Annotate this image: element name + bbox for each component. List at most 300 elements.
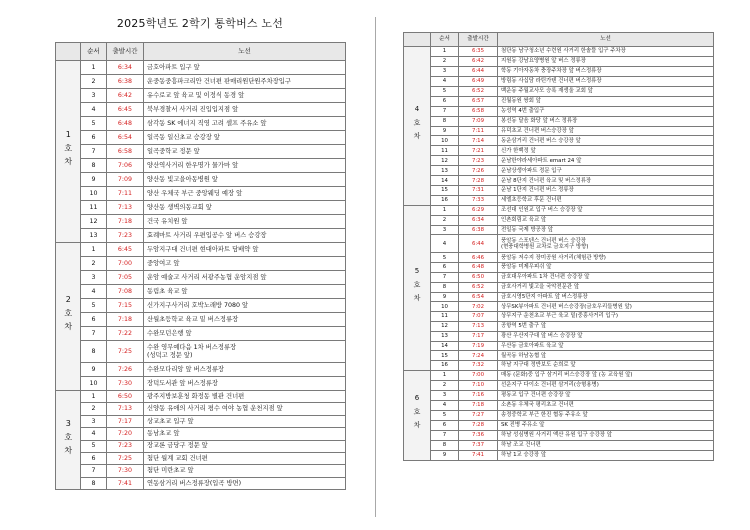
stop-order: 7 xyxy=(431,106,459,116)
stop-route: 첨단 월계 교회 건너편 xyxy=(144,452,346,464)
departure-time: 7:09 xyxy=(107,173,144,187)
stop-row xyxy=(56,103,346,117)
stop-row xyxy=(56,403,346,415)
stop-row xyxy=(56,428,346,440)
stop-row xyxy=(404,450,714,460)
stop-row xyxy=(404,253,714,263)
departure-time: 6:54 xyxy=(107,131,144,145)
bus-group-cell xyxy=(56,391,81,490)
stop-order: 2 xyxy=(81,257,107,271)
left-route-table-container xyxy=(55,42,345,490)
stop-route: 지원동 강남요양병원 앞 버스 정류장 xyxy=(498,56,714,66)
stop-row xyxy=(56,257,346,271)
table-header xyxy=(56,43,346,61)
departure-time: 6:35 xyxy=(459,47,498,57)
stop-row xyxy=(56,173,346,187)
stop-route: 풍암동 저수지 장미공원 사거리(체험관 방향) xyxy=(498,253,714,263)
stop-route: 동운삼거리 건너편 버스 승강장 앞 xyxy=(498,136,714,146)
departure-time: 7:18 xyxy=(107,215,144,229)
stop-route: 평동교 입구 건너편 승강장 앞 xyxy=(498,390,714,400)
stop-row xyxy=(56,131,346,145)
departure-time: 6:52 xyxy=(459,282,498,292)
departure-time: 6:48 xyxy=(107,117,144,131)
stop-order: 13 xyxy=(431,166,459,176)
bus-group-label: 2호차 xyxy=(63,295,73,336)
departure-time: 7:25 xyxy=(107,341,144,363)
stop-row xyxy=(404,312,714,322)
stop-route: 두암지구대 건너편 현대아파트 담배약 앞 xyxy=(144,243,346,257)
stop-row xyxy=(56,465,346,477)
departure-time: 7:00 xyxy=(107,257,144,271)
stop-route: 풍암동 미제우피쉬 앞 xyxy=(498,263,714,273)
stop-route: 장덕도서관 앞 버스정류장 xyxy=(144,377,346,391)
stop-route: 하남 1교 승강장 앞 xyxy=(498,450,714,460)
stop-order: 1 xyxy=(431,370,459,380)
stop-route: 금호대우아파트 1차 건너편 승강장 앞 xyxy=(498,272,714,282)
departure-time: 7:21 xyxy=(459,146,498,156)
stop-row xyxy=(404,96,714,106)
bus-group-cell xyxy=(404,47,431,206)
departure-time: 7:17 xyxy=(459,331,498,341)
departure-time: 6:42 xyxy=(459,56,498,66)
stop-order: 3 xyxy=(81,271,107,285)
stop-row xyxy=(56,145,346,159)
departure-time: 6:49 xyxy=(459,76,498,86)
departure-time: 7:25 xyxy=(107,452,144,464)
stop-route: 금호사거리 빛고을 국악전문관 앞 xyxy=(498,282,714,292)
stop-order: 11 xyxy=(81,201,107,215)
bus-group xyxy=(56,243,346,391)
departure-time: 6:34 xyxy=(107,61,144,75)
departure-time: 7:28 xyxy=(459,176,498,186)
stop-order: 4 xyxy=(431,76,459,86)
stop-route: 양산동 생벽의동교회 앞 xyxy=(144,201,346,215)
stop-order: 12 xyxy=(431,156,459,166)
departure-time: 7:23 xyxy=(107,440,144,452)
stop-order: 3 xyxy=(81,89,107,103)
stop-route: 우산동 금호아파트 육교 앞 xyxy=(498,341,714,351)
header-order: 순서 xyxy=(81,43,107,61)
stop-order: 7 xyxy=(431,430,459,440)
stop-order: 10 xyxy=(81,377,107,391)
departure-time: 7:05 xyxy=(107,271,144,285)
stop-route: 월곡동 하남농협 앞 xyxy=(498,351,714,361)
stop-row xyxy=(404,235,714,253)
stop-route: 산월초등학교 육교 밑 버스정류장 xyxy=(144,313,346,327)
stop-order: 7 xyxy=(81,465,107,477)
departure-time: 6:52 xyxy=(459,86,498,96)
departure-time: 6:44 xyxy=(459,235,498,253)
departure-time: 6:38 xyxy=(107,75,144,89)
stop-route: 동림초 육교 앞 xyxy=(144,285,346,299)
stop-route: 신가 한백정 앞 xyxy=(498,146,714,156)
stop-route: 운남 8단지 건너편 육교 및 버스정류장 xyxy=(498,176,714,186)
stop-row xyxy=(404,206,714,216)
header-departure-time: 출발시간 xyxy=(459,33,498,47)
stop-row xyxy=(404,47,714,57)
stop-route: 학동 기아자동차 충장주차장 앞 버스정류장 xyxy=(498,66,714,76)
departure-time: 6:34 xyxy=(459,215,498,225)
departure-time: 7:41 xyxy=(107,477,144,489)
stop-order: 5 xyxy=(431,410,459,420)
departure-time: 7:30 xyxy=(107,465,144,477)
stop-row xyxy=(56,452,346,464)
stop-route: 운중동중흥파크리안 건너편 판매리원단원주차장입구 xyxy=(144,75,346,89)
departure-time: 7:18 xyxy=(459,400,498,410)
right-table-bus-route-table xyxy=(403,32,714,461)
stop-order: 9 xyxy=(81,173,107,187)
stop-route: 매동 (문화)중 입구 삼거리 버스승강장 앞 (농 교육원 앞) xyxy=(498,370,714,380)
departure-time: 7:37 xyxy=(459,440,498,450)
stop-row xyxy=(404,166,714,176)
stop-order: 2 xyxy=(431,215,459,225)
departure-time: 7:09 xyxy=(459,116,498,126)
stop-route: 유덕초교 건너편 버스승강장 앞 xyxy=(498,126,714,136)
stop-row xyxy=(404,116,714,126)
header-order: 순서 xyxy=(431,33,459,47)
stop-route: 방림동 사십담 라틴가텐 건너편 버스정류장 xyxy=(498,76,714,86)
stop-row xyxy=(56,215,346,229)
departure-time: 7:28 xyxy=(459,420,498,430)
stop-row xyxy=(56,440,346,452)
stop-route: 연동삼거리 버스정류장(입곡 방면) xyxy=(144,477,346,489)
stop-order: 10 xyxy=(81,187,107,201)
stop-row xyxy=(404,136,714,146)
stop-order: 2 xyxy=(431,380,459,390)
stop-route: 신가지구사거리 호박노래방 7080 앞 xyxy=(144,299,346,313)
stop-row xyxy=(404,430,714,440)
departure-time: 7:13 xyxy=(107,403,144,415)
stop-route: 하남 조교 건너편 xyxy=(498,440,714,450)
stop-row xyxy=(56,327,346,341)
bus-group-cell xyxy=(56,61,81,243)
departure-time: 7:26 xyxy=(459,166,498,176)
departure-time: 7:18 xyxy=(107,313,144,327)
stop-route: 조선대 인원교 입구 버스 승강장 앞 xyxy=(498,206,714,216)
stop-order: 15 xyxy=(431,186,459,196)
stop-order: 7 xyxy=(81,327,107,341)
stop-route: 효례마트 사거리 우편입공수 앞 버스 승강장 xyxy=(144,229,346,243)
header-route: 노선 xyxy=(498,33,714,47)
stop-row xyxy=(404,380,714,390)
stop-row xyxy=(56,229,346,243)
left-table-bus-route-table xyxy=(55,42,346,490)
stop-row xyxy=(404,341,714,351)
stop-route: 운남 1단지 건너편 버스 정류장 xyxy=(498,186,714,196)
stop-order: 16 xyxy=(431,361,459,371)
departure-time: 7:23 xyxy=(107,229,144,243)
stop-row xyxy=(56,89,346,103)
departure-time: 6:38 xyxy=(459,225,498,235)
stop-order: 15 xyxy=(431,351,459,361)
stop-row xyxy=(404,56,714,66)
stop-order: 12 xyxy=(431,321,459,331)
right-route-table-container xyxy=(403,32,713,461)
header-row xyxy=(404,33,714,47)
stop-row xyxy=(404,176,714,186)
stop-order: 1 xyxy=(81,243,107,257)
stop-order: 11 xyxy=(431,312,459,322)
stop-row xyxy=(56,415,346,427)
stop-row xyxy=(56,187,346,201)
stop-route: 첨단 미란초교 앞 xyxy=(144,465,346,477)
departure-time: 7:06 xyxy=(107,159,144,173)
stop-row xyxy=(404,126,714,136)
stop-route: 장교론 금당구 정문 앞 xyxy=(144,440,346,452)
stop-route: 봉선동 달음 화당 앞 버스 정류장 xyxy=(498,116,714,126)
stop-order: 16 xyxy=(431,196,459,206)
departure-time: 7:36 xyxy=(459,430,498,440)
departure-time: 6:46 xyxy=(459,253,498,263)
stop-order: 6 xyxy=(81,452,107,464)
departure-time: 6:58 xyxy=(107,145,144,159)
departure-time: 7:24 xyxy=(459,351,498,361)
stop-row xyxy=(56,285,346,299)
departure-time: 6:42 xyxy=(107,89,144,103)
stop-row xyxy=(404,215,714,225)
stop-row xyxy=(56,75,346,89)
stop-row xyxy=(404,272,714,282)
departure-time: 7:17 xyxy=(107,415,144,427)
stop-order: 9 xyxy=(431,126,459,136)
stop-route: 양산동 빛고을아동병원 앞 xyxy=(144,173,346,187)
stop-row xyxy=(56,271,346,285)
page-divider xyxy=(375,17,376,517)
stop-route: 삼각동 SK 에너지 직영 고려 셀프 주유소 앞 xyxy=(144,117,346,131)
stop-order: 6 xyxy=(431,420,459,430)
stop-route: 수완모다리앙 앞 버스정류장 xyxy=(144,363,346,377)
header-route: 노선 xyxy=(144,43,346,61)
stop-order: 4 xyxy=(431,235,459,253)
stop-order: 12 xyxy=(81,215,107,229)
stop-order: 8 xyxy=(431,440,459,450)
stop-row xyxy=(404,86,714,96)
stop-row xyxy=(404,106,714,116)
table-header xyxy=(404,33,714,47)
departure-time: 7:32 xyxy=(459,361,498,371)
bus-group xyxy=(404,370,714,460)
stop-row xyxy=(56,477,346,489)
stop-order: 3 xyxy=(431,225,459,235)
header-group-blank xyxy=(56,43,81,61)
stop-route: 운암 예술고 사거리 서광주농협 운암지점 앞 xyxy=(144,271,346,285)
stop-row xyxy=(56,377,346,391)
stop-route: 공항역 5번 출구 앞 xyxy=(498,321,714,331)
stop-route: 양산 우체국 부근 중앙웨딩 예장 앞 xyxy=(144,187,346,201)
stop-route: 농성역 4번 출입구 xyxy=(498,106,714,116)
departure-time: 7:27 xyxy=(459,410,498,420)
stop-order: 9 xyxy=(431,292,459,302)
page-title: 2025학년도 2학기 통학버스 노선 xyxy=(116,17,284,30)
bus-group-label: 6호차 xyxy=(413,394,422,435)
departure-time: 7:16 xyxy=(459,390,498,400)
stop-order: 11 xyxy=(431,146,459,156)
stop-order: 9 xyxy=(431,450,459,460)
stop-row xyxy=(56,61,346,75)
bus-group-label: 5호차 xyxy=(413,266,422,307)
departure-time: 6:29 xyxy=(459,206,498,216)
header-departure-time: 출발시간 xyxy=(107,43,144,61)
departure-time: 7:02 xyxy=(459,302,498,312)
stop-row xyxy=(404,156,714,166)
departure-time: 6:54 xyxy=(459,292,498,302)
stop-order: 13 xyxy=(431,331,459,341)
stop-route: 인촌회림교 육교 앞 xyxy=(498,215,714,225)
stop-row xyxy=(56,313,346,327)
bus-group-label: 3호차 xyxy=(63,418,73,459)
stop-order: 3 xyxy=(431,390,459,400)
stop-route: 양산역사거리 한우명가 물가마 앞 xyxy=(144,159,346,173)
stop-row xyxy=(404,146,714,156)
departure-time: 6:57 xyxy=(459,96,498,106)
stop-row xyxy=(404,410,714,420)
stop-order: 7 xyxy=(81,145,107,159)
stop-order: 1 xyxy=(431,206,459,216)
stop-row xyxy=(404,225,714,235)
stop-route: 수완 영무예다음 1차 버스정류장 (성덕고 정문 앞) xyxy=(144,341,346,363)
departure-time: 7:31 xyxy=(459,186,498,196)
stop-row xyxy=(404,66,714,76)
stop-route: 전일동 국제 방공장 앞 xyxy=(498,225,714,235)
stop-row xyxy=(404,400,714,410)
stop-route: 광주지방보훈청 화정동 별관 건너편 xyxy=(144,391,346,403)
departure-time: 7:26 xyxy=(107,363,144,377)
departure-time: 7:30 xyxy=(107,377,144,391)
stop-order: 8 xyxy=(81,159,107,173)
stop-row xyxy=(404,420,714,430)
stop-row xyxy=(56,159,346,173)
stop-row xyxy=(404,196,714,206)
stop-order: 6 xyxy=(431,96,459,106)
departure-time: 6:48 xyxy=(459,263,498,273)
stop-order: 1 xyxy=(81,61,107,75)
stop-route: 첨단동 남구청소년 수련원 사거리 한솔뜰 입구 주차장 xyxy=(498,47,714,57)
stop-row xyxy=(404,302,714,312)
stop-route: 일곡중학교 정문 앞 xyxy=(144,145,346,159)
departure-time: 7:14 xyxy=(459,136,498,146)
bus-group xyxy=(56,61,346,243)
stop-order: 14 xyxy=(431,341,459,351)
departure-time: 6:50 xyxy=(459,272,498,282)
stop-row xyxy=(404,282,714,292)
departure-time: 7:08 xyxy=(107,285,144,299)
stop-order: 13 xyxy=(81,229,107,243)
stop-order: 4 xyxy=(81,103,107,117)
stop-order: 2 xyxy=(81,75,107,89)
stop-route: 하남 성심병원 사거리 액산 유원 입구 승강장 앞 xyxy=(498,430,714,440)
stop-route: 소촌동 우체국 평리초교 건너편 xyxy=(498,400,714,410)
stop-route: 백운동 주월교사모 승록 재생울 교회 앞 xyxy=(498,86,714,96)
departure-time: 7:22 xyxy=(107,327,144,341)
stop-order: 6 xyxy=(431,263,459,273)
stop-route: SK 진병 주유소 앞 xyxy=(498,420,714,430)
departure-time: 7:41 xyxy=(459,450,498,460)
stop-order: 5 xyxy=(81,117,107,131)
stop-row xyxy=(404,331,714,341)
departure-time: 7:11 xyxy=(107,187,144,201)
stop-route: 세엘초등학교 후문 건너편 xyxy=(498,196,714,206)
stop-order: 1 xyxy=(431,47,459,57)
stop-order: 4 xyxy=(81,285,107,299)
stop-row xyxy=(404,440,714,450)
departure-time: 7:11 xyxy=(459,126,498,136)
stop-order: 5 xyxy=(81,299,107,313)
stop-row xyxy=(404,351,714,361)
stop-row xyxy=(56,117,346,131)
stop-row xyxy=(404,186,714,196)
stop-route: 건국 유치원 앞 xyxy=(144,215,346,229)
stop-route: 동남초교 앞 xyxy=(144,428,346,440)
stop-route: 운남한야라세아파트 emart 24 앞 xyxy=(498,156,714,166)
bus-group xyxy=(404,47,714,206)
stop-route: 송정중학교 부근 한진 협동 주유소 앞 xyxy=(498,410,714,420)
stop-route: 선운지구 다이소 건너편 삼거리(승형용병) xyxy=(498,380,714,390)
stop-route: 유수로교 앞 육교 및 이정식 동경 앞 xyxy=(144,89,346,103)
stop-order: 8 xyxy=(431,116,459,126)
stop-order: 6 xyxy=(81,313,107,327)
departure-time: 6:44 xyxy=(459,66,498,76)
stop-order: 2 xyxy=(431,56,459,66)
stop-route: 금호시영5단지 아파트 앞 버스정류장 xyxy=(498,292,714,302)
stop-route: 진월동원 쌍회 앞 xyxy=(498,96,714,106)
stop-order: 8 xyxy=(431,282,459,292)
stop-route: 운남상생아파트 정문 입구 xyxy=(498,166,714,176)
departure-time: 7:33 xyxy=(459,196,498,206)
bus-group-cell xyxy=(404,370,431,460)
stop-row xyxy=(404,321,714,331)
departure-time: 6:45 xyxy=(107,103,144,117)
stop-route: 풍암동 스포텐스 건너편 버스 승강장 (현풍대학병원 교차로 금호지구 방향) xyxy=(498,235,714,253)
stop-order: 6 xyxy=(81,131,107,145)
stop-row xyxy=(404,390,714,400)
stop-row xyxy=(56,299,346,313)
departure-time: 7:20 xyxy=(107,428,144,440)
departure-time: 7:23 xyxy=(459,156,498,166)
stop-route: 상교초교 입구 앞 xyxy=(144,415,346,427)
bus-group xyxy=(404,206,714,371)
departure-time: 7:13 xyxy=(459,321,498,331)
stop-row xyxy=(56,341,346,363)
header-row xyxy=(56,43,346,61)
stop-row xyxy=(56,201,346,215)
stop-row xyxy=(56,391,346,403)
stop-route: 신양동 유애의 사거리 평수 여야 농협 운천지점 앞 xyxy=(144,403,346,415)
departure-time: 6:50 xyxy=(107,391,144,403)
stop-row xyxy=(56,363,346,377)
stop-order: 2 xyxy=(81,403,107,415)
stop-route: 하남 지구대 정반보도 순희로 앞 xyxy=(498,361,714,371)
stop-order: 5 xyxy=(81,440,107,452)
bus-group-label: 1호차 xyxy=(63,130,73,171)
stop-order: 5 xyxy=(431,253,459,263)
stop-route: 금호아파트 입구 앞 xyxy=(144,61,346,75)
stop-route: 상무SK뷰아파트 건너편 버스승강장(금호우리들병원 앞) xyxy=(498,302,714,312)
stop-order: 3 xyxy=(81,415,107,427)
stop-route: 광산 우산지구대 앞 버스 승강장 앞 xyxy=(498,331,714,341)
stop-order: 8 xyxy=(81,341,107,363)
stop-order: 8 xyxy=(81,477,107,489)
stop-route: 수완모던은행 앞 xyxy=(144,327,346,341)
stop-order: 7 xyxy=(431,272,459,282)
stop-route: 상무지구 운천초교 부근 육교 밑(중흥사거리 입구) xyxy=(498,312,714,322)
stop-row xyxy=(404,76,714,86)
departure-time: 7:19 xyxy=(459,341,498,351)
stop-route: 일곡동 일신초교 승강장 앞 xyxy=(144,131,346,145)
stop-order: 14 xyxy=(431,176,459,186)
stop-row xyxy=(56,243,346,257)
stop-order: 9 xyxy=(81,363,107,377)
header-group-blank xyxy=(404,33,431,47)
